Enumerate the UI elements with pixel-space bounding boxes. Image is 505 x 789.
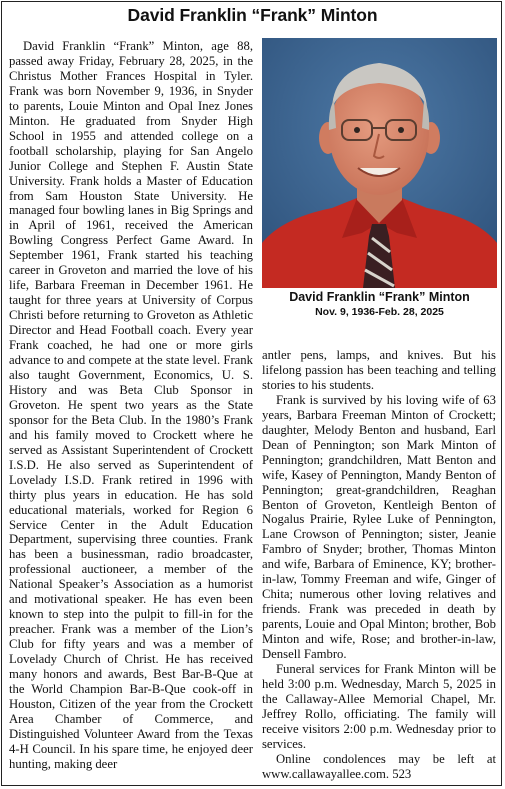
caption-dates: Nov. 9, 1936-Feb. 28, 2025 [315, 306, 444, 318]
obituary-body-right-column [262, 348, 496, 782]
photo-caption [262, 289, 497, 319]
portrait-photo [262, 38, 497, 288]
obituary-body-left-column [9, 39, 253, 772]
caption-name: David Franklin “Frank” Minton [289, 290, 470, 304]
obituary-paragraph: David Franklin “Frank” Minton, age 88, passed away Friday, February 28, 2025, in the Christus Mother Frances Hospital in Tyler. Frank was born November 9, 1936, in Snyder to parents, Louie Minton and Opal Inez Jones Minton. He graduated from Snyder High School in 1955 and attended college on a football scholarship, playing for San Angelo Junior College and Stephen F. Austin State University. Frank holds a Master of Education from Sam Houston State University. He managed four bowling lanes in Big Springs and in April of 1961, received the American Bowling Congress Perfect Game Award. In September 1961, Frank started his teaching career in Groveton and married the love of his life, Barbara Freeman in December 1961. He taught for three years at University of Corpus Christi before returning to Groveton as Athletic Director and Head Football coach. Every year Frank coached, he had one or more girls advance to and compete at the state level. Frank also taught Government, Economics, U. S. History and was Beta Club Sponsor in Groveton. He spent two years as the State sponsor for the Beta Club. In the 1980’s Frank and his family moved to Crockett where he served as Assistant Superintendent of Crockett I.S.D. He also served as Superintendent of Lovelady I.S.D. Frank retired in 1996 with thirty plus years in education. He has sold educational materials, worked for Region 6 Service Center in the Adult Education Department, supervising three counties. Frank has been a businessman, radio broadcaster, professional auctioneer, a member of the National Speaker’s Association as a humorist and motivational speaker. He has even been known to step into the pulpit to fill-in for the preacher. Frank was a member of the Lion’s Club for fifty years and was a member of Lovelady Church of Christ. He has received many honors and awards, Best Bar-B-Que at the World Champion Bar-B-Que cook-off in Houston, Citizen of the year from the Crockett Area Chamber of Commerce, and Distinguished Volunteer Award from the Texas 4-H Council. In his spare time, he enjoyed deer hunting, making deer [9, 39, 253, 771]
obituary-paragraph-continued: antler pens, lamps, and knives. But his lifelong passion has been teaching and telling stories to his students. [262, 348, 496, 392]
obituary-headline: David Franklin “Frank” Minton [127, 5, 378, 25]
condolences-paragraph: Online condolences may be left at www.callawayallee.com. 523 [262, 751, 496, 781]
portrait-image [262, 38, 497, 288]
survivors-paragraph: Frank is survived by his loving wife of 63 years, Barbara Freeman Minton of Crockett; daughter, Melody Benton and husband, Earl Dean of Pennington; son Mark Minton of Pennington; grandchildren, Matt Benton and wife, Kasey of Pennington, Mandy Benton of Pennington; great-grandchildren, Reaghan Benton of Groveton, Kentleigh Benton of Nogalus Prairie, Rylee Luke of Pennington, Lane Crowson of Pennington; sister, Jeanie Fambro of Snyder; brother, Thomas Minton and wife, Barbara of Eminence, KY; brother-in-law, Tommy Freeman and wife, Ginger of Chita; numerous other loving relatives and friends. Frank was preceded in death by parents, Louie and Opal Minton; brother, Bob Minton and wife, Rose; and brother-in-law, Densell Fambro. [262, 392, 496, 662]
funeral-services-paragraph: Funeral services for Frank Minton will be held 3:00 p.m. Wednesday, March 5, 2025 in the Callaway-Allee Memorial Chapel, Mr. Jeffrey Rollo, officiating. The family will receive visitors 2:00 p.m. Wednesday prior to services. [262, 662, 496, 751]
